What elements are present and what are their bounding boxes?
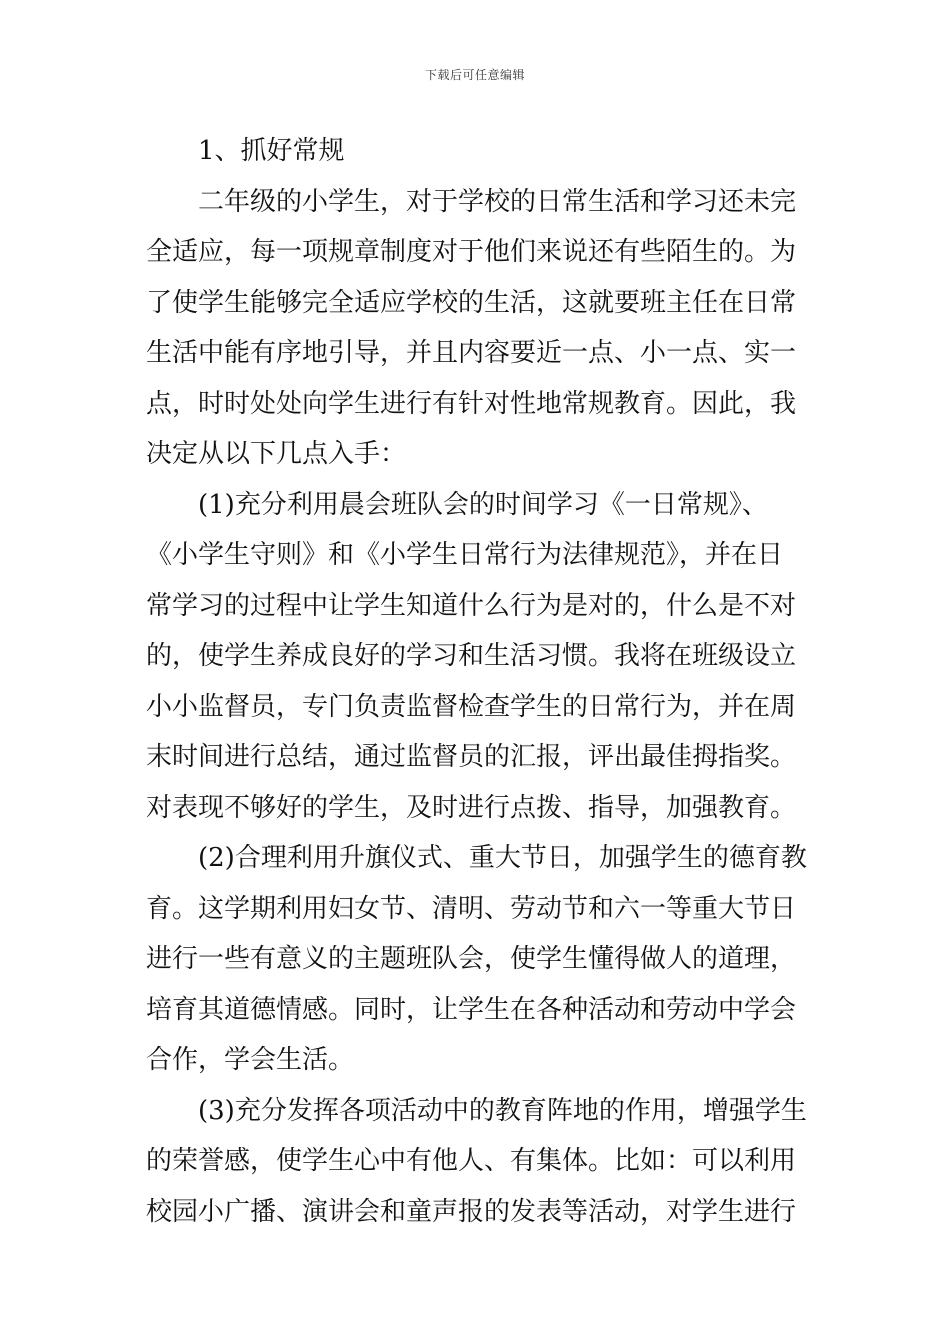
paragraph-line: 生活中能有序地引导，并且内容要近一点、小一点、实一 — [146, 338, 797, 368]
paragraph-line: 的，使学生养成良好的学习和生活习惯。我将在班级设立 — [146, 641, 797, 671]
paragraph-line: 合作，学会生活。 — [146, 1045, 355, 1075]
paragraph-line: 了使学生能够完全适应学校的生活，这就要班主任在日常 — [146, 287, 797, 318]
paragraph-line: 校园小广播、演讲会和童声报的发表等活动，对学生进行 — [146, 1196, 797, 1227]
paragraph-line: 全适应，每一项规章制度对于他们来说还有些陌生的。为 — [146, 237, 797, 267]
paragraph-line: (2)合理利用升旗仪式、重大节日，加强学生的德育教 — [198, 843, 807, 873]
paragraph-line: 培育其道德情感。同时，让学生在各种活动和劳动中学会 — [146, 994, 797, 1025]
paragraph-3 — [146, 833, 808, 1086]
paragraph-line: 决定从以下几点入手： — [146, 439, 407, 469]
paragraph-line: 进行一些有意义的主题班队会，使学生懂得做人的道理， — [146, 944, 797, 974]
paragraph-line: 末时间进行总结，通过监督员的汇报，评出最佳拇指奖。 — [146, 742, 797, 772]
paragraph-line: (1)充分利用晨会班队会的时间学习《一日常规》、 — [198, 489, 768, 520]
paragraph-1 — [146, 177, 808, 480]
paragraph-line: 常学习的过程中让学生知道什么行为是对的，什么是不对 — [146, 590, 797, 621]
paragraph-line: 对表现不够好的学生，及时进行点拨、指导，加强教育。 — [146, 792, 797, 823]
paragraph-2 — [146, 480, 808, 834]
page-header-note: 下载后可任意编辑 — [424, 68, 525, 82]
paragraph-line: 育。这学期利用妇女节、清明、劳动节和六一等重大节日 — [146, 893, 797, 924]
paragraph-line: 小小监督员，专门负责监督检查学生的日常行为，并在周 — [146, 691, 797, 722]
paragraph-line: (3)充分发挥各项活动中的教育阵地的作用，增强学生 — [198, 1095, 807, 1126]
paragraph-line: 《小学生守则》和《小学生日常行为法律规范》，并在日 — [146, 540, 784, 570]
paragraph-line: 的荣誉感，使学生心中有他人、有集体。比如：可以利用 — [146, 1146, 797, 1176]
section-heading: 1、抓好常规 — [198, 136, 345, 166]
paragraph-line: 二年级的小学生，对于学校的日常生活和学习还未完 — [198, 186, 797, 217]
paragraph-4 — [146, 1086, 808, 1238]
document-body — [146, 126, 808, 1237]
paragraph-line: 点，时时处处向学生进行有针对性地常规教育。因此，我 — [146, 388, 797, 419]
